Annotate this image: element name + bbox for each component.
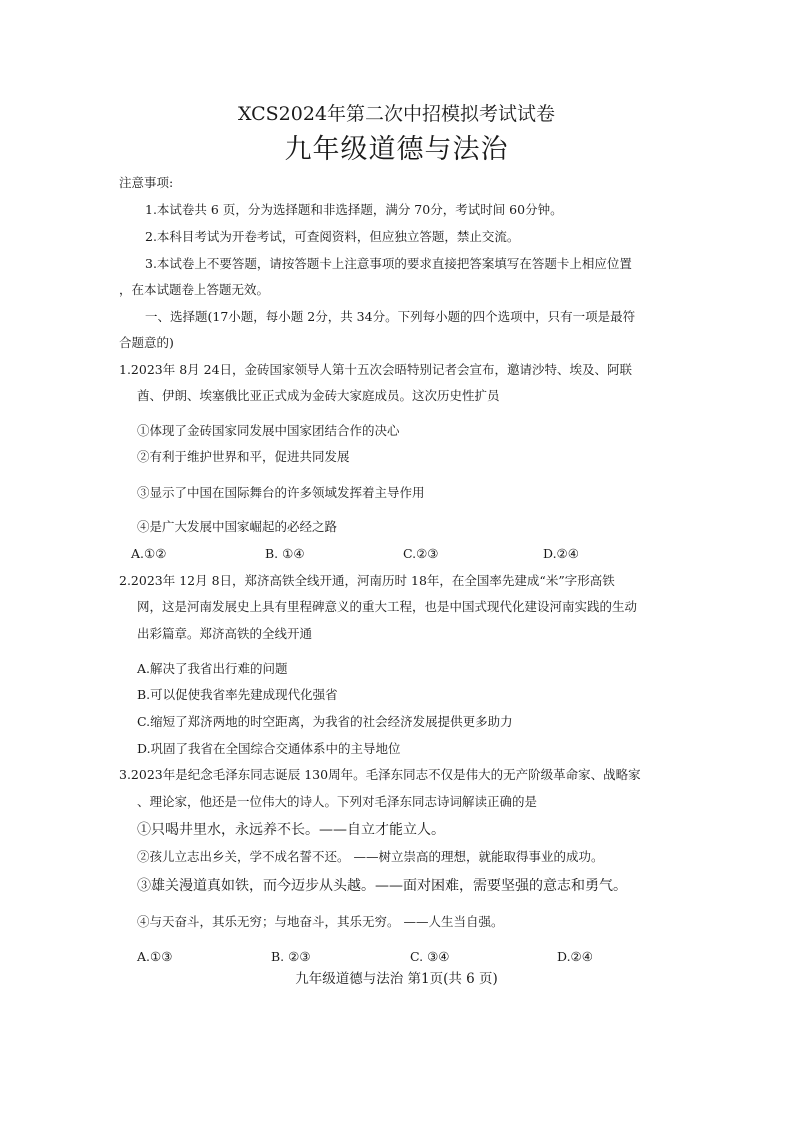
- page-footer: 九年级道德与法治 第1页(共 6 页): [295, 971, 498, 987]
- q3-statement-3: ③雄关漫道真如铁，而今迈步从头越。——面对困难，需要坚强的意志和勇气。: [137, 878, 627, 894]
- q2-stem-cont-1: 网，这是河南发展史上具有里程碑意义的重大工程，也是中国式现代化建设河南实践的生动: [137, 599, 638, 614]
- q2-option-d: D.巩固了我省在全国综合交通体系中的主导地位: [137, 741, 401, 756]
- q1-choice-b: B. ①④: [265, 546, 305, 561]
- exam-title: XCS2024年第二次中招模拟考试试卷: [237, 103, 556, 125]
- notice-heading: 注意事项:: [119, 175, 174, 190]
- section-heading-cont: 合题意的): [119, 335, 174, 350]
- q1-choice-c: C.②③: [403, 546, 439, 561]
- q3-statement-1: ①只喝井里水，永远养不长。——自立才能立人。: [137, 822, 445, 838]
- q2-stem: 2.2023年 12月 8日，郑济高铁全线开通，河南历时 18年，在全国率先建成“米”字形高铁: [119, 573, 615, 588]
- q1-statement-2: ②有利于维护世界和平，促进共同发展: [137, 449, 350, 464]
- q2-option-c: C.缩短了郑济两地的时空距离，为我省的社会经济发展提供更多助力: [137, 714, 513, 729]
- q1-stem: 1.2023年 8月 24日，金砖国家领导人第十五次会晤特别记者会宣布，邀请沙特、埃及、阿联: [119, 362, 633, 377]
- notice-item-1: 1.本试卷共 6 页，分为选择题和非选择题，满分 70分，考试时间 60分钟。: [145, 202, 563, 217]
- subject-title: 九年级道德与法治: [284, 134, 509, 165]
- q1-statement-3: ③显示了中国在国际舞台的许多领域发挥着主导作用: [137, 485, 425, 500]
- q3-statement-4: ④与天奋斗，其乐无穷；与地奋斗，其乐无穷。 ——人生当自强。: [137, 914, 504, 929]
- q1-stem-cont: 酋、伊朗、埃塞俄比亚正式成为金砖大家庭成员。这次历史性扩员: [137, 388, 500, 403]
- notice-item-2: 2.本科目考试为开卷考试，可查阅资料，但应独立答题，禁止交流。: [145, 229, 520, 244]
- q1-choice-a: A.①②: [131, 546, 167, 561]
- notice-item-3-cont: ，在本试题卷上答题无效。: [119, 282, 270, 297]
- notice-item-3: 3.本试卷上不要答题，请按答题卡上注意事项的要求直接把答案填写在答题卡上相应位置: [145, 256, 632, 271]
- q3-stem-cont: 、理论家，他还是一位伟大的诗人。下列对毛泽东同志诗词解读正确的是: [137, 794, 538, 809]
- q3-choice-a: A.①③: [137, 949, 173, 964]
- q2-option-a: A.解决了我省出行难的问题: [137, 661, 288, 676]
- q1-statement-1: ①体现了金砖国家同发展中国家团结合作的决心: [137, 423, 400, 438]
- q2-stem-cont-2: 出彩篇章。郑济高铁的全线开通: [137, 626, 313, 641]
- q3-statement-2: ②孩儿立志出乡关，学不成名誓不还。 ——树立崇高的理想，就能取得事业的成功。: [137, 849, 604, 864]
- q1-choice-d: D.②④: [543, 546, 579, 561]
- section-heading: 一、选择题(17小题，每小题 2分，共 34分。下列每小题的四个选项中，只有一项是最符: [145, 309, 636, 324]
- q3-choice-b: B. ②③: [271, 949, 311, 964]
- q3-stem: 3.2023年是纪念毛泽东同志诞辰 130周年。毛泽东同志不仅是伟大的无产阶级革命家、战略家: [119, 767, 641, 782]
- q2-option-b: B.可以促使我省率先建成现代化强省: [137, 687, 338, 702]
- q1-statement-4: ④是广大发展中国家崛起的必经之路: [137, 519, 338, 534]
- q3-choice-c: C. ③④: [410, 949, 450, 964]
- q3-choice-d: D.②④: [557, 949, 593, 964]
